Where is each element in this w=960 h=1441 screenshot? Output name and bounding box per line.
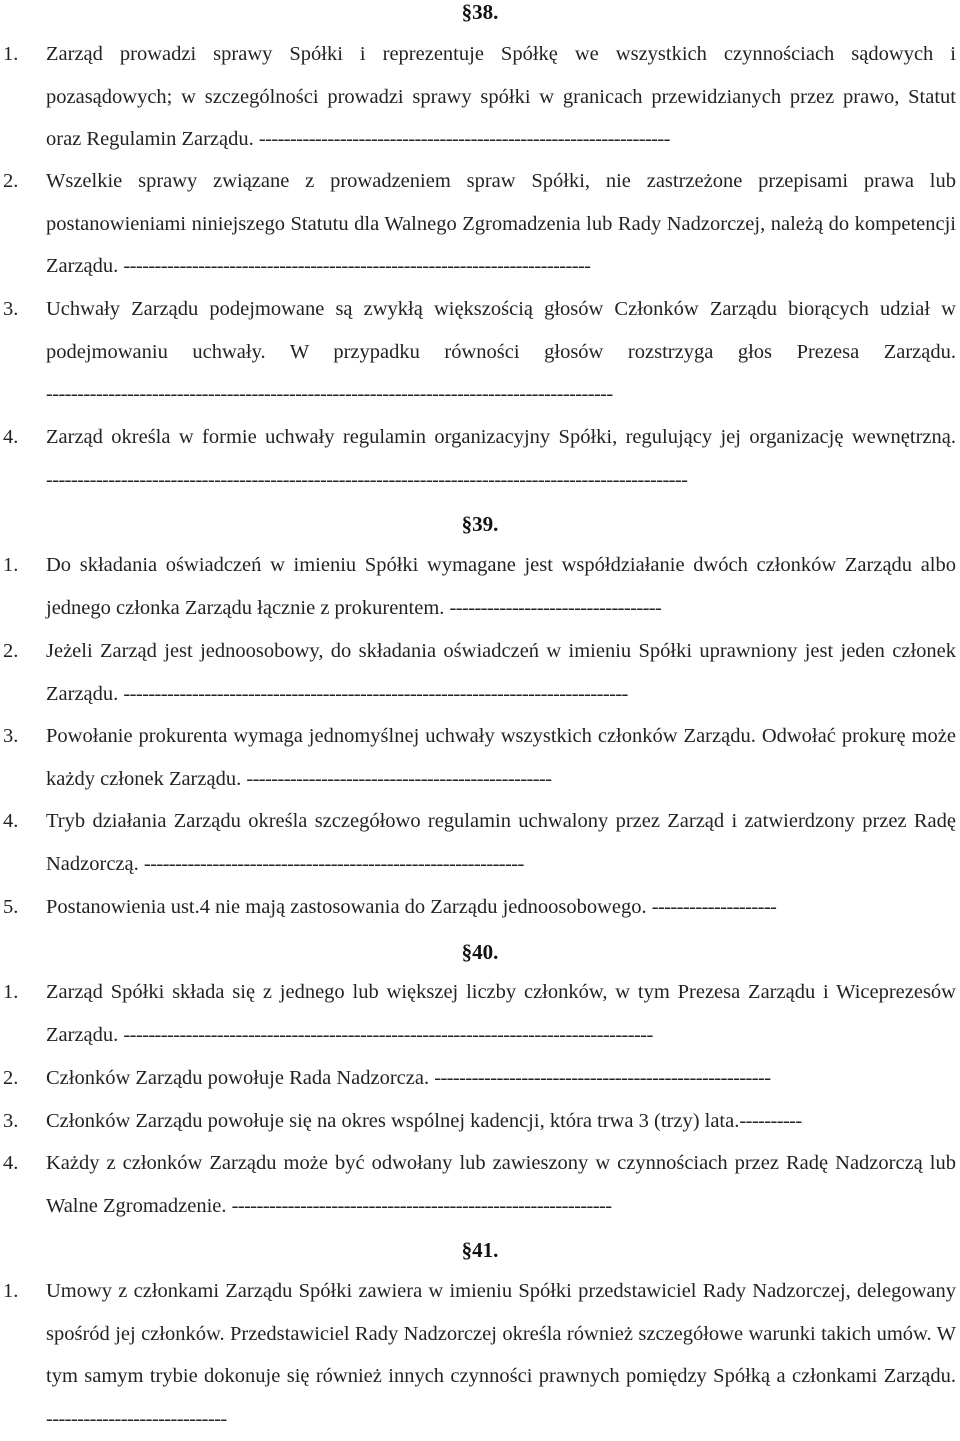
dash-filler: ------------------------------------------------------ bbox=[434, 1067, 771, 1089]
paragraph-body bbox=[46, 1142, 956, 1227]
paragraph-text: Tryb działania Zarządu określa szczegółowo regulamin uchwalony przez Zarząd i zatwierdzony przez Radę Nadzorczą. bbox=[46, 810, 956, 875]
paragraph-number: 3. bbox=[3, 725, 19, 747]
paragraph-number: 1. bbox=[3, 43, 19, 65]
paragraph-body bbox=[46, 715, 956, 800]
paragraph-number: 4. bbox=[3, 810, 19, 832]
paragraph-body bbox=[46, 288, 956, 416]
paragraph-body bbox=[46, 630, 956, 715]
paragraph-body bbox=[46, 160, 956, 288]
paragraph-body bbox=[46, 33, 956, 161]
paragraph bbox=[0, 544, 956, 629]
dash-filler: -------------------- bbox=[651, 896, 777, 918]
paragraph-number: 2. bbox=[3, 1067, 19, 1089]
dash-filler: ------------------------------------------------------------------ bbox=[258, 128, 670, 151]
paragraph-text: Każdy z członków Zarządu może być odwołany lub zawieszony w czynnościach przez Radę Nadzorczą lub Walne Zgromadzenie. bbox=[46, 1152, 956, 1217]
dash-filler: ------------------------------------------------------------------------------------------------------- bbox=[46, 468, 688, 491]
paragraph-text: Wszelkie sprawy związane z prowadzeniem spraw Spółki, nie zastrzeżone przepisami prawa lub postanowieniami niniejszego Statutu dla Walnego Zgromadzenia lub Rady Nadzorczej, należą do kompetencji Zarządu. bbox=[46, 170, 956, 278]
paragraph bbox=[0, 630, 956, 715]
paragraph bbox=[0, 1100, 956, 1143]
paragraph-text: Powołanie prokurenta wymaga jednomyślnej uchwały wszystkich członków Zarządu. Odwołać prokurę może każdy członek Zarządu. bbox=[46, 725, 956, 790]
paragraph-body bbox=[46, 800, 956, 885]
dash-filler: --------------------------------------------------------------------------------- bbox=[123, 682, 628, 705]
paragraph-text: Jeżeli Zarząd jest jednoosobowy, do składania oświadczeń w imieniu Spółki uprawniony jest jeden członek Zarządu. bbox=[46, 640, 956, 705]
paragraph bbox=[0, 971, 956, 1056]
paragraph-text: Członków Zarządu powołuje się na okres wspólnej kadencji, która trwa 3 (trzy) lata. bbox=[46, 1110, 740, 1132]
section-heading: §41. bbox=[461, 1238, 499, 1262]
paragraph-number: 5. bbox=[3, 896, 19, 918]
dash-filler: ---------------------------------- bbox=[449, 596, 662, 619]
dash-filler: ------------------------------------------------------------- bbox=[143, 852, 524, 875]
paragraph-number: 2. bbox=[3, 640, 19, 662]
paragraph-number: 1. bbox=[3, 1280, 19, 1302]
paragraph-body bbox=[46, 1270, 956, 1441]
paragraph bbox=[0, 1142, 956, 1227]
paragraph-number: 4. bbox=[3, 1152, 19, 1174]
paragraph bbox=[0, 160, 956, 288]
paragraph-body bbox=[46, 971, 956, 1056]
paragraph-text: Uchwały Zarządu podejmowane są zwykłą większością głosów Członków Zarządu biorących udział w podejmowaniu uchwały. W przypadku równości głosów rozstrzyga głos Prezesa Zarządu. bbox=[46, 298, 956, 363]
section-heading: §38. bbox=[461, 0, 499, 24]
section-heading: §39. bbox=[461, 512, 499, 536]
dash-filler: ------------------------------------------------- bbox=[246, 767, 552, 790]
paragraph-number: 3. bbox=[3, 298, 19, 320]
dash-filler: ------------------------------------------------------------- bbox=[231, 1194, 612, 1217]
paragraph-text: Zarząd Spółki składa się z jednego lub większej liczby członków, w tym Prezesa Zarządu i Wiceprezesów Zarządu. bbox=[46, 981, 956, 1046]
paragraph bbox=[0, 416, 956, 501]
paragraph bbox=[0, 715, 956, 800]
paragraph-body bbox=[46, 1100, 956, 1143]
paragraph-number: 4. bbox=[3, 426, 19, 448]
dash-filler: --------------------------------------------------------------------------- bbox=[123, 255, 591, 278]
section-heading: §40. bbox=[461, 940, 499, 964]
paragraph-text: Członków Zarządu powołuje Rada Nadzorcza. bbox=[46, 1067, 430, 1089]
paragraph-text: Zarząd prowadzi sprawy Spółki i reprezentuje Spółkę we wszystkich czynnościach sądowych i pozasądowych; w szczególności prowadzi sprawy spółki w granicach przewidzianych przez prawo, Statut oraz Regulamin Zarządu. bbox=[46, 43, 956, 151]
paragraph-number: 2. bbox=[3, 170, 19, 192]
paragraph-number: 1. bbox=[3, 981, 19, 1003]
dash-filler: ---------- bbox=[739, 1110, 802, 1132]
paragraph-text: Postanowienia ust.4 nie mają zastosowania do Zarządu jednoosobowego. bbox=[46, 896, 647, 918]
paragraph-body bbox=[46, 1057, 956, 1100]
dash-filler: ----------------------------- bbox=[46, 1408, 227, 1431]
paragraph-body bbox=[46, 544, 956, 629]
paragraph-body bbox=[46, 416, 956, 501]
paragraph-number: 1. bbox=[3, 554, 19, 576]
paragraph bbox=[0, 1270, 956, 1441]
paragraph-body bbox=[46, 886, 956, 929]
dash-filler: ------------------------------------------------------------------------------------- bbox=[123, 1023, 653, 1046]
paragraph bbox=[0, 288, 956, 416]
paragraph-text: Umowy z członkami Zarządu Spółki zawiera w imieniu Spółki przedstawiciel Rady Nadzorczej, delegowany spośród jej członków. Przedstawiciel Rady Nadzorczej określa również szczegółowe warunki takich umów. W tym samym trybie dokonuje się również innych czynności prawnych pomiędzy Spółką a członkami Zarządu. bbox=[46, 1280, 956, 1388]
paragraph bbox=[0, 1057, 956, 1100]
paragraph bbox=[0, 33, 956, 161]
paragraph bbox=[0, 800, 956, 885]
dash-filler: ------------------------------------------------------------------------------------------- bbox=[46, 383, 613, 406]
paragraph-text: Zarząd określa w formie uchwały regulamin organizacyjny Spółki, regulujący jej organizację wewnętrzną. bbox=[46, 426, 956, 448]
paragraph-number: 3. bbox=[3, 1110, 19, 1132]
paragraph bbox=[0, 886, 956, 929]
paragraph-text: Do składania oświadczeń w imieniu Spółki wymagane jest współdziałanie dwóch członków Zarządu albo jednego członka Zarządu łącznie z prokurentem. bbox=[46, 554, 956, 619]
